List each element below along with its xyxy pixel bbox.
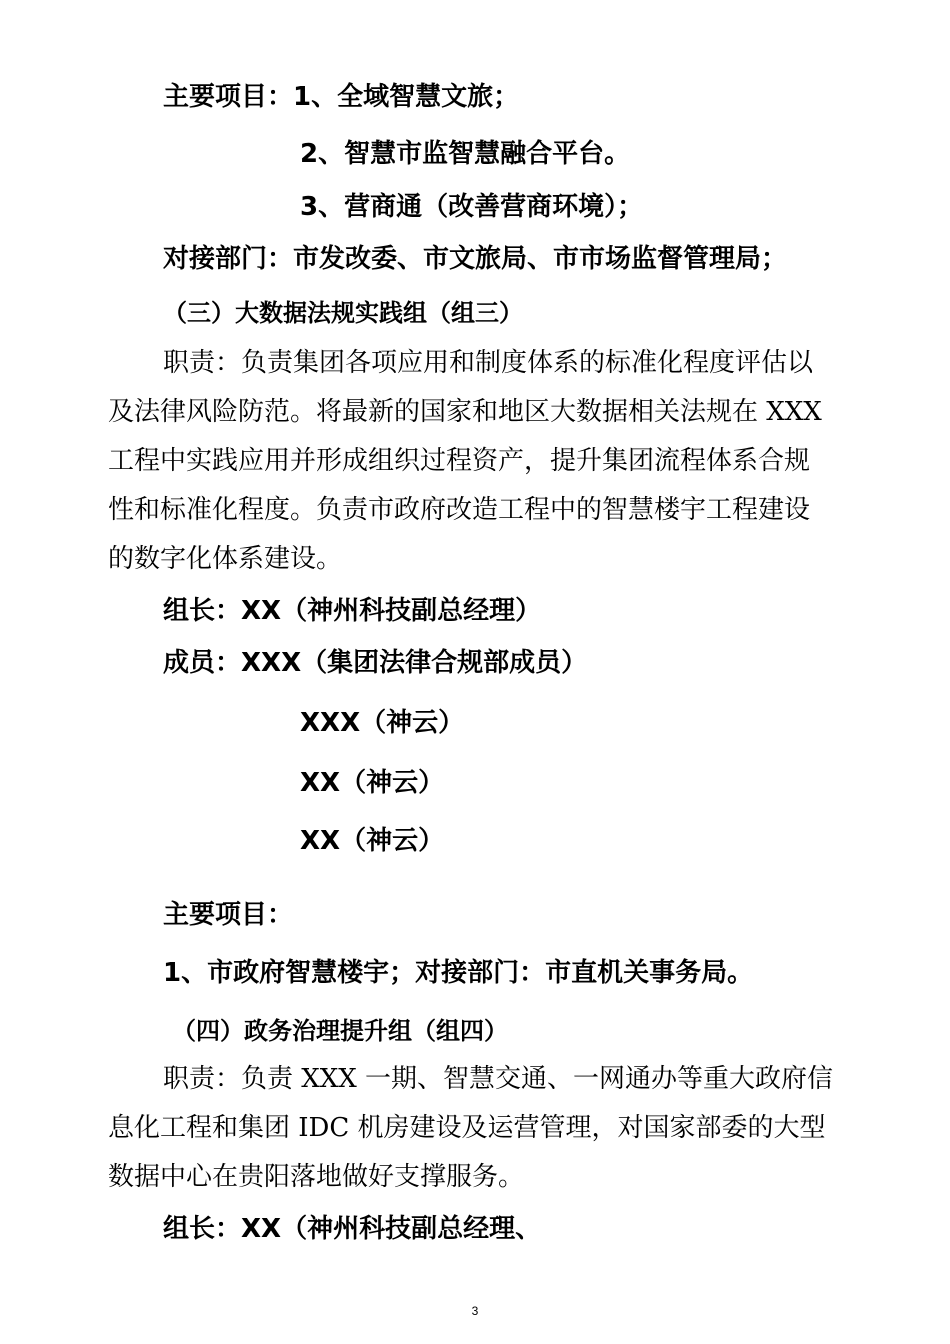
group4-duty-line: 数据中心在贵阳落地做好支撑服务。: [108, 1162, 525, 1192]
group4-duty-line: 息化工程和集团 IDC 机房建设及运营管理，对国家部委的大型: [108, 1113, 826, 1143]
group3-leader: 组长：XX（神州科技副总经理）: [163, 596, 542, 626]
projects-line-1: 主要项目：1、全域智慧文旅；: [163, 82, 520, 112]
projects-line-2: 2、智慧市监智慧融合平台。: [300, 139, 631, 169]
group3-duty-line: 的数字化体系建设。: [108, 544, 343, 574]
group3-heading: （三）大数据法规实践组（组三）: [163, 299, 523, 327]
group3-duty-line: 性和标准化程度。负责市政府改造工程中的智慧楼宇工程建设: [108, 495, 811, 525]
page-number: 3: [471, 1304, 479, 1318]
group4-leader: 组长：XX（神州科技副总经理、: [163, 1214, 542, 1244]
projects-line-3: 3、营商通（改善营商环境）；: [300, 192, 644, 222]
group3-duty-line: 及法律风险防范。将最新的国家和地区大数据相关法规在 XXX: [108, 397, 822, 427]
group4-duty-line: 职责：负责 XXX 一期、智慧交通、一网通办等重大政府信: [163, 1064, 834, 1094]
group4-heading: （四）政务治理提升组（组四）: [172, 1017, 508, 1045]
group3-duty-line: 职责：负责集团各项应用和制度体系的标准化程度评估以: [163, 348, 814, 378]
group3-member: XX（神云）: [300, 826, 445, 856]
group3-duty-line: 工程中实践应用并形成组织过程资产，提升集团流程体系合规: [108, 446, 811, 476]
group3-members-label: 成员：XXX（集团法律合规部成员）: [163, 648, 588, 678]
group3-member: XXX（神云）: [300, 708, 465, 738]
group3-projects-label: 主要项目：: [163, 900, 294, 930]
group3-member: XX（神云）: [300, 768, 445, 798]
dock-departments-1: 对接部门：市发改委、市文旅局、市市场监督管理局；: [163, 244, 788, 274]
group3-project-1: 1、市政府智慧楼宇；对接部门：市直机关事务局。: [163, 958, 754, 988]
